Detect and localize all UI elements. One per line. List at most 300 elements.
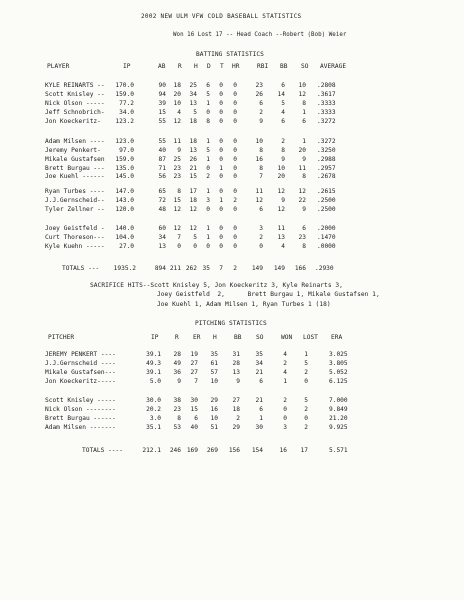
innings: 145.0 (115, 173, 134, 180)
stat-won: 4 (283, 351, 287, 358)
stat-won: 2 (283, 360, 287, 367)
stat-r: 8 (177, 415, 181, 422)
stat-ab: 34 (158, 234, 166, 241)
player-name: Adam Milsen ---- (45, 138, 105, 145)
stat-ab: 72 (158, 197, 166, 204)
pitcher-name: Scott Knisley ----- (45, 397, 116, 404)
stat-so: 9 (302, 206, 306, 213)
pitching-heading: PITCHING STATISTICS (195, 320, 267, 327)
stat-rbi: 26 (255, 91, 263, 98)
innings: 147.0 (115, 188, 134, 195)
stat-so: 34 (255, 360, 263, 367)
total-r: 211 (169, 265, 181, 272)
stat-hr: 0 (233, 188, 237, 195)
stat-average: .1470 (317, 234, 336, 241)
pitcher-name: J.J.Gernscheid ---- (45, 360, 116, 367)
stat-bb: 13 (232, 369, 240, 376)
stat-r: 23 (173, 406, 181, 413)
innings: 143.0 (115, 197, 134, 204)
pitching-col-lost: LOST (303, 334, 318, 341)
stat-won: 1 (283, 378, 287, 385)
stat-rbi: 6 (259, 100, 263, 107)
stat-t: 0 (219, 109, 223, 116)
stat-lost: 2 (304, 406, 308, 413)
stat-d: 1 (206, 138, 210, 145)
stat-ab: 90 (158, 82, 166, 89)
stat-hr: 0 (233, 156, 237, 163)
stat-ab: 39 (158, 100, 166, 107)
total-ab: 894 (154, 265, 166, 272)
stat-t: 1 (219, 197, 223, 204)
stat-rbi: 8 (259, 147, 263, 154)
stat-t: 0 (219, 225, 223, 232)
stat-average: .2988 (317, 156, 336, 163)
stat-average: .3617 (317, 91, 336, 98)
stat-bb: 12 (277, 206, 285, 213)
total-h: 262 (185, 265, 197, 272)
stat-so: 10 (298, 82, 306, 89)
batting-col-average: AVERAGE (320, 63, 347, 70)
stat-bb: 11 (277, 225, 285, 232)
stat-d: 1 (206, 156, 210, 163)
stat-bb: 2 (236, 415, 240, 422)
stat-r: 9 (177, 147, 181, 154)
batting-col-rbi: RBI (257, 63, 269, 70)
stat-ip: 35.1 (146, 424, 161, 431)
stat-bb: 13 (277, 234, 285, 241)
stat-average: .2500 (317, 197, 336, 204)
stat-r: 12 (173, 206, 181, 213)
stat-so: 30 (255, 424, 263, 431)
stat-r: 25 (173, 156, 181, 163)
stat-r: 20 (173, 91, 181, 98)
stat-d: 1 (206, 100, 210, 107)
batting-col-t: T (220, 63, 224, 70)
stat-so: 1 (302, 109, 306, 116)
stat-h: 12 (189, 225, 197, 232)
stat-r: 28 (173, 351, 181, 358)
stat-so: 11 (298, 165, 306, 172)
pitching-col-h: H (213, 334, 217, 341)
total-bb: 156 (228, 447, 240, 454)
batting-col-player: PLAYER (47, 63, 70, 70)
stat-average: .0000 (317, 243, 336, 250)
stat-t: 1 (219, 165, 223, 172)
stat-ab: 55 (158, 118, 166, 125)
pitching-col-won: WON (281, 334, 293, 341)
stat-bb: 6 (281, 82, 285, 89)
player-name: Joey Geistfeld - (45, 225, 105, 232)
batting-col-d: D (207, 63, 211, 70)
batting-col-bb: BB (280, 63, 288, 70)
stat-d: 0 (206, 206, 210, 213)
stat-h: 5 (193, 109, 197, 116)
stat-average: .3272 (317, 138, 336, 145)
sacrifice-line: SACRIFICE HITS--Scott Knisley 5, Jon Koeckeritz 3, Kyle Reinarts 3, (90, 282, 343, 289)
stat-rbi: 11 (255, 188, 263, 195)
stat-t: 0 (219, 234, 223, 241)
stat-won: 3 (283, 424, 287, 431)
stat-ip: 30.0 (146, 397, 161, 404)
pitching-col-pitcher: PITCHER (48, 334, 75, 341)
pitcher-name: Jon Koeckeritz----- (45, 378, 116, 385)
stat-d: 1 (206, 234, 210, 241)
stat-er: 19 (190, 351, 198, 358)
stat-h: 34 (189, 91, 197, 98)
stat-r: 49 (173, 360, 181, 367)
stat-h: 18 (189, 197, 197, 204)
stat-hr: 0 (233, 118, 237, 125)
stat-era: 7.000 (329, 397, 348, 404)
innings: 27.0 (119, 243, 134, 250)
stat-bb: 9 (281, 156, 285, 163)
stat-won: 4 (283, 369, 287, 376)
total-so: 154 (251, 447, 263, 454)
stat-d: 0 (206, 109, 210, 116)
stat-ab: 40 (158, 147, 166, 154)
stat-bb: 2 (281, 138, 285, 145)
stat-h: 25 (189, 82, 197, 89)
stat-era: 3.025 (329, 351, 348, 358)
stat-average: .2000 (317, 225, 336, 232)
total-r: 246 (169, 447, 181, 454)
stat-t: 0 (219, 206, 223, 213)
stat-r: 9 (177, 378, 181, 385)
stat-er: 7 (194, 378, 198, 385)
stat-rbi: 2 (259, 234, 263, 241)
innings: 1935.2 (113, 265, 136, 272)
stat-ip: 39.1 (146, 369, 161, 376)
stat-t: 0 (219, 188, 223, 195)
stat-h: 10 (210, 378, 218, 385)
innings: 97.0 (119, 147, 134, 154)
stat-ab: 15 (158, 109, 166, 116)
stat-t: 0 (219, 100, 223, 107)
stat-bb: 10 (277, 165, 285, 172)
stat-ab: 48 (158, 206, 166, 213)
stat-so: 12 (298, 188, 306, 195)
stat-so: 35 (255, 351, 263, 358)
stat-so: 12 (298, 91, 306, 98)
stat-lost: 0 (304, 378, 308, 385)
stat-bb: 4 (281, 243, 285, 250)
stat-era: 21.20 (329, 415, 348, 422)
stat-h: 29 (210, 397, 218, 404)
stat-so: 8 (302, 243, 306, 250)
stat-won: 0 (283, 415, 287, 422)
stat-h: 35 (210, 351, 218, 358)
total-hr: 2 (233, 265, 237, 272)
stat-won: 0 (283, 406, 287, 413)
stat-lost: 2 (304, 424, 308, 431)
total-h: 269 (206, 447, 218, 454)
stat-d: 5 (206, 91, 210, 98)
pitching-col-era: ERA (331, 334, 343, 341)
stat-ab: 94 (158, 91, 166, 98)
stat-h: 13 (189, 100, 197, 107)
player-name: Jeff Schnobrich- (45, 109, 105, 116)
stat-er: 40 (190, 424, 198, 431)
player-name: Mikale Gustafsen (45, 156, 105, 163)
stat-average: .2957 (317, 165, 336, 172)
stat-r: 53 (173, 424, 181, 431)
total-lost: 17 (300, 447, 308, 454)
stat-hr: 0 (233, 243, 237, 250)
batting-col-r: R (178, 63, 182, 70)
stat-lost: 1 (304, 351, 308, 358)
stat-r: 0 (177, 243, 181, 250)
stat-d: 0 (206, 165, 210, 172)
pitcher-name: Brett Burgau ------ (45, 415, 116, 422)
totals-label: TOTALS --- (62, 265, 100, 272)
stat-hr: 0 (233, 234, 237, 241)
stat-so: 6 (259, 406, 263, 413)
stat-average: .2615 (317, 188, 336, 195)
stat-r: 23 (173, 173, 181, 180)
stat-t: 0 (219, 82, 223, 89)
stat-h: 16 (210, 406, 218, 413)
pitching-col-bb: BB (234, 334, 242, 341)
pitching-col-so: SO (256, 334, 264, 341)
stat-er: 6 (194, 415, 198, 422)
innings: 170.0 (115, 82, 134, 89)
stat-d: 2 (206, 173, 210, 180)
stat-rbi: 3 (259, 225, 263, 232)
stat-bb: 27 (232, 397, 240, 404)
stat-bb: 20 (277, 173, 285, 180)
stat-so: 8 (302, 100, 306, 107)
total-average: .2930 (315, 265, 334, 272)
stat-so: 1 (302, 138, 306, 145)
stat-h: 12 (189, 206, 197, 213)
stat-so: 6 (302, 225, 306, 232)
innings: 159.0 (115, 156, 134, 163)
stat-rbi: 12 (255, 197, 263, 204)
player-name: Scott Knisley -- (45, 91, 105, 98)
player-name: Brett Burgau --- (45, 165, 105, 172)
player-name: Jeremy Penkert- (45, 147, 101, 154)
stat-ip: 49.3 (146, 360, 161, 367)
stat-bb: 29 (232, 424, 240, 431)
stat-bb: 5 (281, 100, 285, 107)
stat-so: 6 (259, 378, 263, 385)
stat-ip: 39.1 (146, 351, 161, 358)
stat-rbi: 0 (259, 243, 263, 250)
stat-era: 3.805 (329, 360, 348, 367)
stat-rbi: 16 (255, 156, 263, 163)
stat-bb: 4 (281, 109, 285, 116)
stat-bb: 9 (236, 378, 240, 385)
total-d: 35 (202, 265, 210, 272)
stat-hr: 0 (233, 147, 237, 154)
innings: 123.0 (115, 138, 134, 145)
stat-bb: 31 (232, 351, 240, 358)
stat-bb: 18 (232, 406, 240, 413)
stat-t: 0 (219, 243, 223, 250)
stat-r: 36 (173, 369, 181, 376)
stat-t: 0 (219, 147, 223, 154)
stat-hr: 0 (233, 100, 237, 107)
batting-col-so: SO (301, 63, 309, 70)
stat-hr: 0 (233, 165, 237, 172)
stat-r: 10 (173, 100, 181, 107)
stat-bb: 6 (281, 118, 285, 125)
stat-hr: 0 (233, 138, 237, 145)
total-t: 7 (219, 265, 223, 272)
stat-average: .3333 (317, 109, 336, 116)
stat-so: 8 (302, 173, 306, 180)
stat-d: 5 (206, 147, 210, 154)
total-bb: 149 (273, 265, 285, 272)
stat-ab: 60 (158, 225, 166, 232)
stat-r: 18 (173, 82, 181, 89)
innings: 140.0 (115, 225, 134, 232)
stat-hr: 2 (233, 197, 237, 204)
stat-hr: 0 (233, 173, 237, 180)
total-won: 16 (279, 447, 287, 454)
stat-er: 27 (190, 360, 198, 367)
batting-heading: BATTING STATISTICS (196, 51, 264, 58)
stat-lost: 2 (304, 369, 308, 376)
stat-d: 1 (206, 188, 210, 195)
stat-average: .2808 (317, 82, 336, 89)
pitcher-name: JEREMY PENKERT ---- (45, 351, 116, 358)
stat-h: 18 (189, 138, 197, 145)
player-name: Curt Thoreson--- (45, 234, 105, 241)
stat-r: 12 (173, 225, 181, 232)
stat-ab: 13 (158, 243, 166, 250)
innings: 159.0 (115, 91, 134, 98)
stat-t: 0 (219, 91, 223, 98)
total-er: 169 (186, 447, 198, 454)
batting-col-ip: IP (123, 63, 131, 70)
player-name: Jon Koeckeritz- (45, 118, 101, 125)
stat-lost: 5 (304, 360, 308, 367)
stat-h: 51 (210, 424, 218, 431)
player-name: KYLE REINARTS -- (45, 82, 105, 89)
stat-hr: 0 (233, 206, 237, 213)
stat-bb: 8 (281, 147, 285, 154)
batting-col-hr: HR (232, 63, 240, 70)
stat-average: .3272 (317, 118, 336, 125)
pitcher-name: Adam Milsen ------- (45, 424, 116, 431)
stat-ip: 20.2 (146, 406, 161, 413)
stat-average: .3250 (317, 147, 336, 154)
stat-h: 57 (210, 369, 218, 376)
stat-h: 61 (210, 360, 218, 367)
stat-d: 3 (206, 197, 210, 204)
stat-ab: 65 (158, 188, 166, 195)
stat-h: 15 (189, 173, 197, 180)
stat-hr: 0 (233, 82, 237, 89)
total-era: 5.571 (329, 447, 348, 454)
stat-bb: 9 (281, 197, 285, 204)
stat-rbi: 6 (259, 206, 263, 213)
stat-era: 5.052 (329, 369, 348, 376)
stat-era: 6.125 (329, 378, 348, 385)
stat-h: 26 (189, 156, 197, 163)
player-name: Kyle Kuehn ----- (45, 243, 105, 250)
batting-col-h: H (194, 63, 198, 70)
stat-hr: 0 (233, 91, 237, 98)
player-name: J.J.Gernscheid-- (45, 197, 105, 204)
stat-rbi: 2 (259, 109, 263, 116)
stat-d: 0 (206, 243, 210, 250)
stat-won: 2 (283, 397, 287, 404)
stat-r: 4 (177, 109, 181, 116)
stat-so: 9 (302, 156, 306, 163)
stat-h: 13 (189, 147, 197, 154)
stat-average: .3333 (317, 100, 336, 107)
stat-rbi: 7 (259, 173, 263, 180)
season-record: Won 16 Lost 17 -- Head Coach --Robert (Bob) Weier (173, 32, 347, 38)
stat-h: 10 (210, 415, 218, 422)
stat-h: 18 (189, 118, 197, 125)
innings: 34.0 (119, 109, 134, 116)
stat-rbi: 9 (259, 118, 263, 125)
stat-r: 38 (173, 397, 181, 404)
stat-rbi: 23 (255, 82, 263, 89)
stat-so: 21 (255, 397, 263, 404)
player-name: Joe Kuehl ------ (45, 173, 105, 180)
pitcher-name: Nick Olson -------- (45, 406, 116, 413)
stat-average: .2678 (317, 173, 336, 180)
player-name: Ryan Turbes ---- (45, 188, 105, 195)
stat-ab: 87 (158, 156, 166, 163)
stat-bb: 28 (232, 360, 240, 367)
stat-d: 1 (206, 225, 210, 232)
stat-so: 21 (255, 369, 263, 376)
sacrifice-line: Joey Geistfeld 2, Brett Burgau 1, Mikale Gustafsen 1, (157, 291, 380, 298)
stat-d: 6 (206, 82, 210, 89)
stat-h: 0 (193, 243, 197, 250)
stat-rbi: 10 (255, 138, 263, 145)
stat-so: 23 (298, 234, 306, 241)
stat-hr: 0 (233, 109, 237, 116)
stat-ip: 3.0 (149, 415, 161, 422)
stat-ab: 55 (158, 138, 166, 145)
stat-er: 15 (190, 406, 198, 413)
stat-h: 5 (193, 234, 197, 241)
stat-t: 0 (219, 118, 223, 125)
stat-rbi: 8 (259, 165, 263, 172)
player-name: Nick Olson ----- (45, 100, 105, 107)
stat-era: 9.849 (329, 406, 348, 413)
stat-lost: 5 (304, 397, 308, 404)
stat-r: 8 (177, 188, 181, 195)
pitcher-name: Mikale Gustafsen--- (45, 369, 116, 376)
stat-r: 12 (173, 118, 181, 125)
stat-h: 17 (189, 188, 197, 195)
stat-bb: 12 (277, 188, 285, 195)
stat-bb: 14 (277, 91, 285, 98)
stat-average: .2500 (317, 206, 336, 213)
total-ip: 212.1 (142, 447, 161, 454)
innings: 77.2 (119, 100, 134, 107)
stat-so: 20 (298, 147, 306, 154)
stat-t: 0 (219, 138, 223, 145)
innings: 104.0 (115, 234, 134, 241)
stat-d: 8 (206, 118, 210, 125)
stat-ab: 56 (158, 173, 166, 180)
player-name: Tyler Zellner -- (45, 206, 105, 213)
stat-so: 22 (298, 197, 306, 204)
stat-ip: 5.0 (149, 378, 161, 385)
stat-lost: 0 (304, 415, 308, 422)
totals-label: TOTALS ---- (82, 447, 123, 454)
stat-so: 1 (259, 415, 263, 422)
innings: 123.2 (115, 118, 134, 125)
